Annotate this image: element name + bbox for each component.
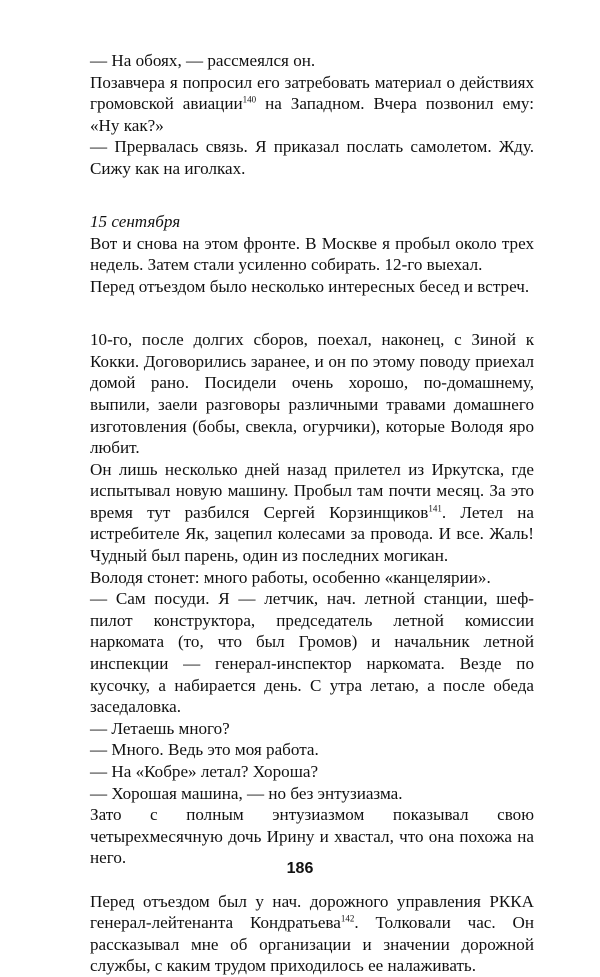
paragraph: Зато с полным энтузиазмом показывал свою четырехмесячную дочь Ирину и хвастал, что она похожа на него. — [90, 805, 534, 868]
paragraph: — Прервалась связь. Я приказал послать самолетом. Жду. Сижу как на иголках. — [90, 137, 534, 178]
dialogue-line: — Летаешь много? — [90, 718, 230, 738]
paragraph: Вот и снова на этом фронте. В Москве я пробыл около трех недель. Затем стали усиленно собирать. 12-го выехал. — [90, 233, 534, 275]
paragraph: — Сам посуди. Я — летчик, нач. летной станции, шеф-пилот конструктора, председатель летной комиссии наркомата (то, что был Громов) и начальник летной инспекции — генерал-инспектор наркомата. Везде по кусочку, а набирается день. С утра летаю, а после обеда заседаловка. — [90, 589, 534, 717]
dialogue-line: — Много. Ведь это моя работа. — [90, 740, 319, 760]
paragraph-gap — [90, 319, 534, 329]
paragraph-text: . Толковали час. Он рассказывал мне об организации и значении дорожной службы, с каким трудом приходилось ее налаживать. — [90, 913, 534, 976]
page-number: 186 — [286, 860, 314, 877]
page-body — [90, 50, 534, 977]
paragraph — [90, 891, 534, 977]
paragraph-text: . Летел на истребителе Як, зацепил колесами за провода. И все. Жаль! Чудный был парень, один из последних могикан. — [90, 502, 534, 566]
paragraph: 10-го, после долгих сборов, поехал, наконец, с Зиной к Кокки. Договорились заранее, и он по этому поводу приехал домой рано. Посидели очень хорошо, по-домашнему, выпили, заели разговоры различными травами домашнего изготовления (бобы, свекла, огурчики), которые Володя яро любит. — [90, 330, 534, 458]
paragraph: Володя стонет: много работы, особенно «канцелярии». — [90, 567, 491, 587]
paragraph-text: Позавчера я попросил его затребовать материал о действиях громовской авиации — [90, 72, 534, 114]
footnote-ref: 140 — [242, 94, 257, 105]
dialogue-line: — На «Кобре» летал? Хороша? — [90, 762, 319, 781]
paragraph-gap — [90, 180, 534, 202]
paragraph-text: Перед отъездом был у нач. дорожного управления РККА генерал-лейтенанта Кондратьева — [90, 891, 534, 933]
footnote-ref: 141 — [428, 503, 442, 514]
entry-date: 15 сентября — [90, 212, 181, 232]
paragraph-gap — [90, 201, 534, 211]
dialogue-line: — Хорошая машина, — но без энтузиазма. — [90, 783, 403, 803]
paragraph: — На обоях, — рассмеялся он. — [90, 51, 316, 70]
paragraph — [90, 72, 534, 137]
paragraph: Перед отъездом было несколько интересных бесед и встреч. — [90, 276, 530, 296]
footnote-ref: 142 — [340, 913, 355, 924]
paragraph-text: на Западном. Вчера позвонил ему: «Ну как?» — [90, 94, 534, 135]
paragraph-gap — [90, 298, 534, 320]
paragraph-text: Он лишь несколько дней назад прилетел из Иркутска, где испытывал новую машину. Пробыл там почти месяц. За это время тут разбился Сергей Корзинщиков — [90, 459, 534, 522]
paragraph — [90, 459, 534, 567]
